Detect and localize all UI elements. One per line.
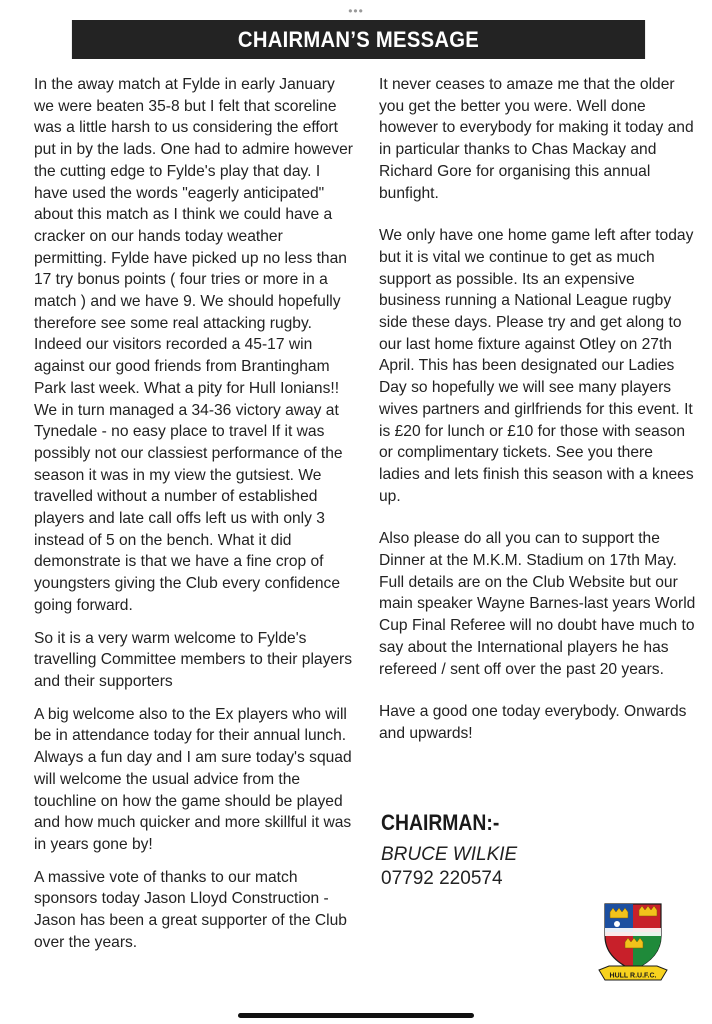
right-column: [379, 74, 697, 766]
paragraph: Have a good one today everybody. Onwards and upwards!: [379, 703, 687, 742]
paragraph: A big welcome also to the Ex players who will be in attendance today for their annual lunch. Always a fun day and I am sure today's squad will welcome the usual advice from the touchline on how the game should be played and how much quicker and more skillful it was in years gone by!: [34, 705, 352, 853]
paragraph: A massive vote of thanks to our match sponsors today Jason Lloyd Construction - Jason has been a great supporter of the Club over the years.: [34, 868, 347, 951]
crest-quarter-green: [633, 932, 661, 970]
paragraph: So it is a very warm welcome to Fylde's travelling Committee members to their players and their supporters: [34, 629, 353, 690]
crown-icon: [610, 908, 628, 918]
page-title: CHAIRMAN’S MESSAGE: [72, 20, 645, 59]
crest-label: HULL R.U.F.C.: [609, 972, 657, 980]
signature-phone: 07792 220574: [381, 868, 503, 889]
left-column: [34, 74, 354, 964]
paragraph: It never ceases to amaze me that the older you get the better you were. Well done however to everybody for making it today and in particular thanks to Chas Mackay and Richard Gore for organising this annual bunfight.: [379, 76, 694, 202]
signature-title: CHAIRMAN:-: [381, 810, 500, 835]
signature-name: BRUCE WILKIE: [381, 844, 518, 865]
crown-icon: [639, 906, 657, 916]
crest-band: [605, 928, 661, 936]
crest-emblem: [614, 921, 620, 927]
paragraph: In the away match at Fylde in early January we were beaten 35-8 but I felt that scoreline was a little harsh to us considering the effort put in by the lads. One had to admire however the cutting edge to Fylde's play that day. I have used the words "eagerly anticipated" about this match as I think we could have a cracker on our hands today weather permitting. Fylde have picked up no less than 17 try bonus points ( four tries or more in a match ) and we have 9. We should hopefully therefore see some real attacking rugby. Indeed our visitors recorded a 45-17 win against our good friends from Brantingham Park last week. What a pity for Hull Ionians!! We in turn managed a 34-36 victory away at Tynedale - no easy place to travel If it was possibly not our classiest performance of the season it was in my view the gutsiest. We travelled without a number of established players and late call offs left us with only 3 instead of 5 on the bench. What it did demonstrate is that we have a fine crop of youngsters giving the Club every confidence going forward.: [34, 76, 353, 614]
paragraph: We only have one home game left after today but it is vital we continue to get as much support as possible. Its an expensive business running a National League rugby side these days. Please try and get along to our last home fixture against Otley on 27th April. This has been designated our Ladies Day so hopefully we will see many players wives partners and girlfriends for this event. It is £20 for lunch or £10 for those with season or complimentary tickets. See you there ladies and lets finish this season with a knees up.: [379, 227, 694, 505]
window-grabber-dots[interactable]: •••: [348, 4, 364, 18]
paragraph: Also please do all you can to support the Dinner at the M.K.M. Stadium on 17th May. Full details are on the Club Website but our main speaker Wayne Barnes-last years World Cup Final Referee will no doubt have much to say about the International players he has refereed / sent off over the past 20 years.: [379, 530, 696, 678]
club-crest-icon: [597, 898, 669, 988]
home-indicator[interactable]: [238, 1013, 474, 1018]
crown-icon: [625, 938, 643, 948]
